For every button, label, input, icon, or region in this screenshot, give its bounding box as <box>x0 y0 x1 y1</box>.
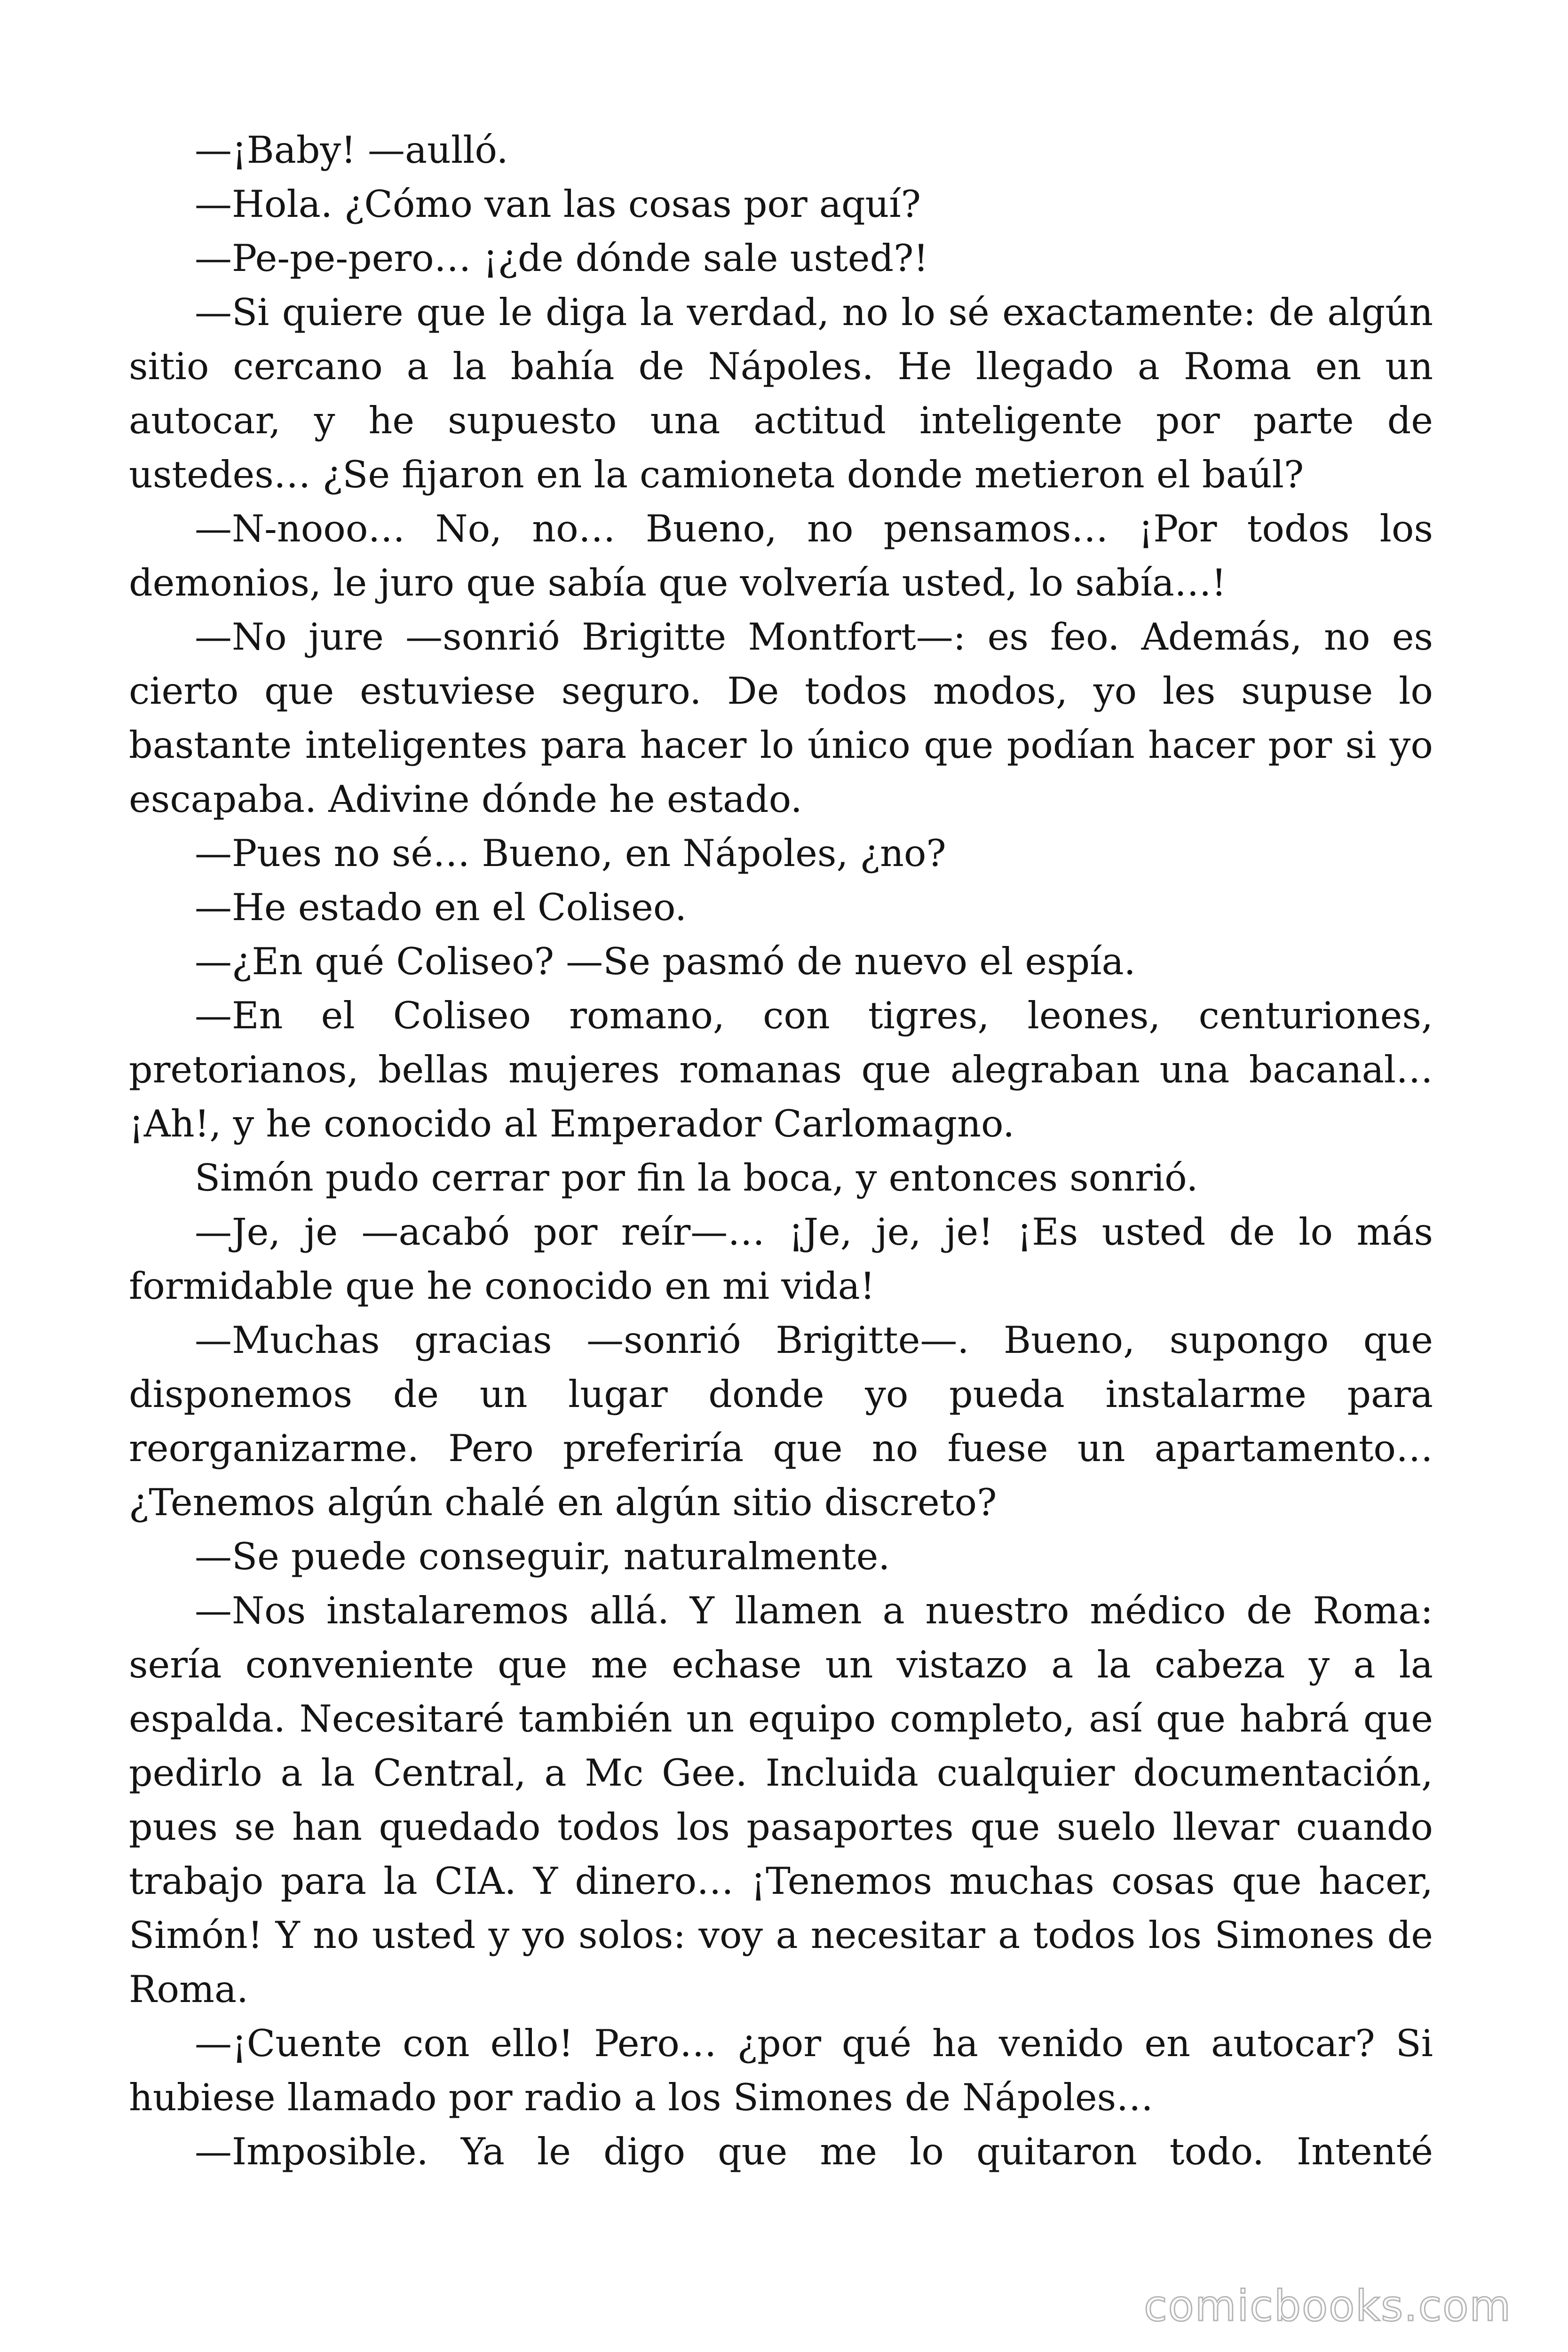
text-line: autocar, y he supuesto una actitud inteligente por parte de <box>129 399 1433 442</box>
text-line: —No jure —sonrió Brigitte Montfort—: es feo. Además, no es <box>195 615 1433 659</box>
text-line: hubiese llamado por radio a los Simones de Nápoles… <box>129 2076 1154 2119</box>
text-line: ustedes… ¿Se fijaron en la camioneta donde metieron el baúl? <box>129 453 1304 496</box>
text-line: —¿En qué Coliseo? —Se pasmó de nuevo el espía. <box>195 940 1136 983</box>
text-line: formidable que he conocido en mi vida! <box>129 1264 875 1308</box>
text-line: —Pe-pe-pero… ¡¿de dónde sale usted?! <box>195 237 929 280</box>
text-line: —N-nooo… No, no… Bueno, no pensamos… ¡Por todos los <box>195 507 1433 550</box>
text-line: —Muchas gracias —sonrió Brigitte—. Bueno, supongo que <box>195 1319 1433 1362</box>
text-line: —En el Coliseo romano, con tigres, leones, centuriones, <box>195 994 1433 1037</box>
text-line: —Se puede conseguir, naturalmente. <box>195 1535 890 1578</box>
text-line: bastante inteligentes para hacer lo único que podían hacer por si yo <box>129 723 1433 767</box>
text-line: disponemos de un lugar donde yo pueda instalarme para <box>129 1373 1433 1416</box>
text-line: —Pues no sé… Bueno, en Nápoles, ¿no? <box>195 832 946 875</box>
text-line: demonios, le juro que sabía que volvería usted, lo sabía…! <box>129 561 1227 604</box>
text-line: Simón! Y no usted y yo solos: voy a necesitar a todos los Simones de <box>129 1914 1433 1957</box>
text-line: ¿Tenemos algún chalé en algún sitio discreto? <box>129 1481 997 1524</box>
text-line: sería conveniente que me echase un vistazo a la cabeza y a la <box>129 1643 1433 1686</box>
text-line: —Nos instalaremos allá. Y llamen a nuestro médico de Roma: <box>195 1589 1433 1632</box>
text-line: sitio cercano a la bahía de Nápoles. He llegado a Roma en un <box>129 345 1433 388</box>
text-line: espalda. Necesitaré también un equipo completo, así que habrá que <box>129 1697 1433 1740</box>
text-line: Simón pudo cerrar por fin la boca, y entonces sonrió. <box>195 1156 1198 1200</box>
body-text <box>129 123 1433 2179</box>
text-line: escapaba. Adivine dónde he estado. <box>129 778 802 821</box>
watermark: comicbooks.com <box>1144 2281 1512 2331</box>
text-line: —Je, je —acabó por reír—… ¡Je, je, je! ¡Es usted de lo más <box>195 1210 1433 1254</box>
text-line: —¡Cuente con ello! Pero… ¿por qué ha venido en autocar? Si <box>195 2022 1433 2065</box>
text-line: pretorianos, bellas mujeres romanas que alegraban una bacanal… <box>129 1048 1433 1091</box>
text-line: —He estado en el Coliseo. <box>195 886 687 929</box>
text-line: —Hola. ¿Cómo van las cosas por aquí? <box>195 183 921 226</box>
text-line: trabajo para la CIA. Y dinero… ¡Tenemos muchas cosas que hacer, <box>129 1859 1433 1903</box>
text-line: reorganizarme. Pero preferiría que no fuese un apartamento… <box>129 1427 1433 1470</box>
text-line: —¡Baby! —aulló. <box>195 128 508 172</box>
text-line: pedirlo a la Central, a Mc Gee. Incluida cualquier documentación, <box>129 1751 1433 1795</box>
text-line: Roma. <box>129 1968 249 2011</box>
text-line: —Si quiere que le diga la verdad, no lo sé exactamente: de algún <box>195 291 1433 334</box>
text-line: ¡Ah!, y he conocido al Emperador Carlomagno. <box>129 1102 1015 1145</box>
text-line: pues se han quedado todos los pasaportes que suelo llevar cuando <box>129 1805 1433 1849</box>
text-line: cierto que estuviese seguro. De todos modos, yo les supuse lo <box>129 669 1433 713</box>
text-line: —Imposible. Ya le digo que me lo quitaron todo. Intenté <box>195 2130 1433 2173</box>
